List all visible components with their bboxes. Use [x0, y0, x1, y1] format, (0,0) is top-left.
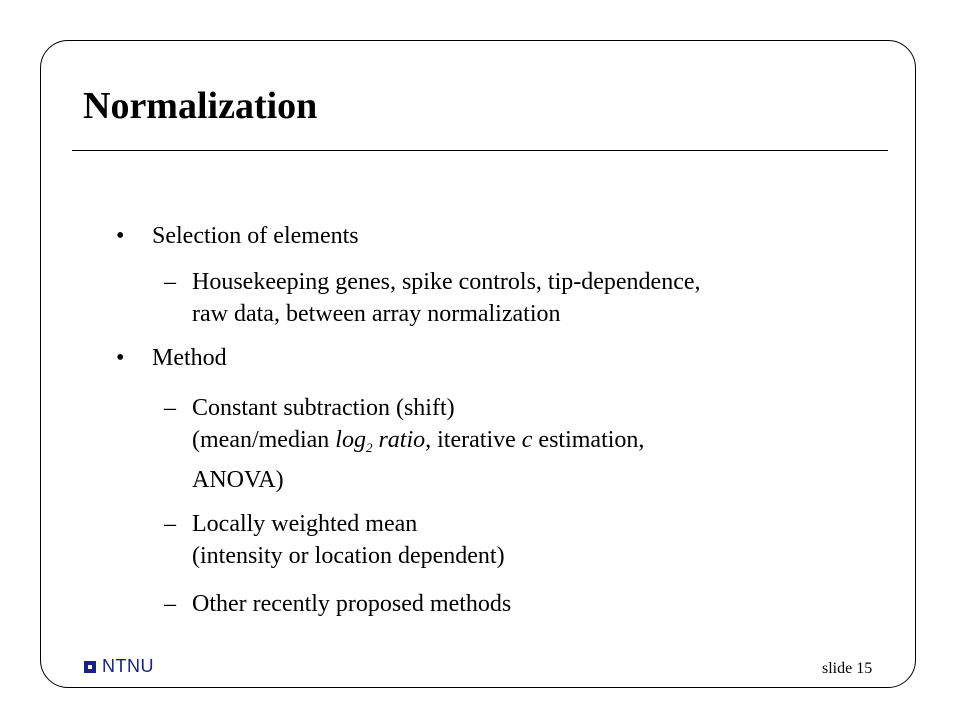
sub-item-text [192, 508, 505, 572]
sub-item-text [192, 266, 701, 330]
bullet-text: Selection of elements [152, 223, 359, 249]
slide-title: Normalization [83, 85, 318, 127]
sub-item-line: (intensity or location dependent) [192, 543, 505, 569]
ntnu-logo [84, 656, 154, 677]
log-subscript: 2 [365, 440, 373, 455]
sub-item-line: raw data, between array normalization [192, 301, 561, 327]
sub-item-line: Constant subtraction (shift) [192, 395, 455, 421]
text-run: (mean/median [192, 427, 336, 453]
sub-item-line: Housekeeping genes, spike controls, tip-dependence, [192, 269, 701, 295]
dash-marker: – [164, 591, 176, 617]
dash-marker: – [164, 395, 176, 421]
bullet-text: Method [152, 345, 227, 371]
sub-item-line: ANOVA) [192, 467, 284, 493]
dash-marker: – [164, 511, 176, 537]
text-run: estimation, [532, 427, 645, 453]
ntnu-logo-icon [84, 661, 96, 673]
log-term: log [335, 427, 366, 453]
bullet-marker: • [116, 223, 125, 249]
sub-item-line [192, 424, 644, 464]
sub-item-line: Locally weighted mean [192, 511, 418, 537]
sub-item-line: Other recently proposed methods [192, 591, 512, 617]
sub-item-text [192, 588, 511, 620]
text-run: , iterative [425, 427, 522, 453]
ntnu-logo-text: NTNU [102, 656, 154, 676]
bullet-marker: • [116, 345, 125, 371]
title-divider [72, 150, 888, 151]
slide-number: slide 15 [822, 660, 873, 677]
c-term: c [521, 427, 533, 453]
dash-marker: – [164, 269, 176, 295]
ratio-term: ratio [372, 427, 426, 453]
sub-item-text [192, 392, 644, 496]
